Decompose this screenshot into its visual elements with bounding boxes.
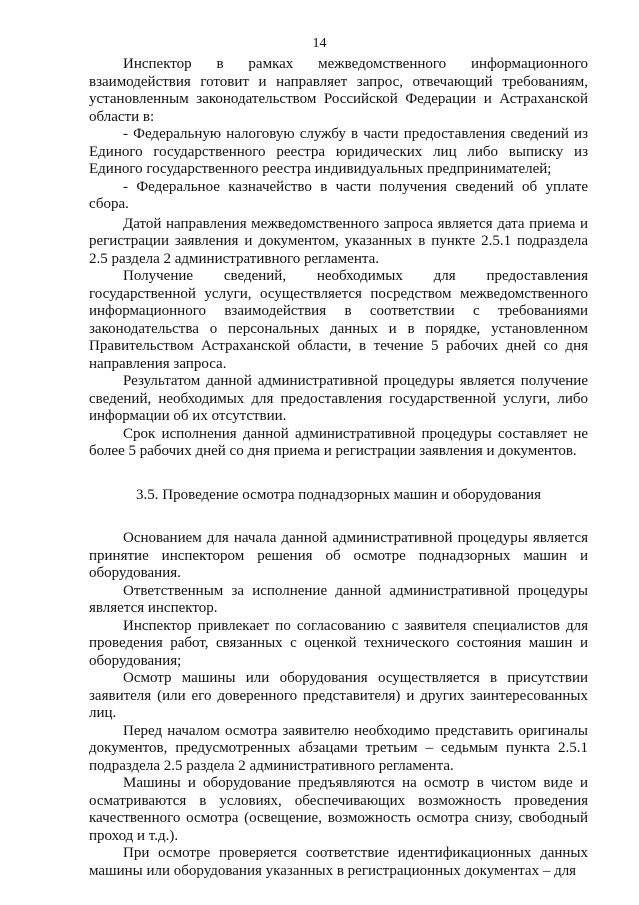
paragraph-procedure-result: Результатом данной административной процедуры является получение сведений, необходимых для предоставления государственной услуги, либо информации об их отсутствии. <box>89 373 588 424</box>
paragraph-identification-check: При осмотре проверяется соответствие идентификационных данных машины или оборудования указанных в регистрационных документах – для <box>89 845 588 879</box>
paragraph-clean-condition: Машины и оборудование предъявляются на осмотр в чистом виде и осматриваются в условиях, обеспечивающих возможность проведения качественного осмотра (освещение, возможность осмотра снизу, свободный проход и т.д.). <box>89 775 588 844</box>
paragraph-specialists: Инспектор привлекает по согласованию с заявителя специалистов для проведения работ, связанных с оценкой технического состояния машин и оборудования; <box>89 617 588 669</box>
paragraph-inspection-presence: Осмотр машины или оборудования осуществляется в присутствии заявителя (или его доверенного представителя) и других заинтересованных лиц. <box>89 670 588 721</box>
paragraph-responsible: Ответственным за исполнение данной административной процедуры является инспектор. <box>89 582 588 616</box>
list-item-treasury: - Федеральное казначейство в части получения сведений об уплате сбора. <box>89 178 588 212</box>
paragraph-procedure-term: Срок исполнения данной административной процедуры составляет не более 5 рабочих дней со дня приема и регистрации заявления и документов. <box>89 425 588 459</box>
paragraph-originals: Перед началом осмотра заявителю необходимо представить оригиналы документов, предусмотренных абзацами третьим – седьмым пункта 2.5.1 подраздела 2.5 раздела 2 административного регламента. <box>89 722 588 774</box>
page-number: 14 <box>312 36 327 51</box>
paragraph-request-date: Датой направления межведомственного запроса является дата приема и регистрации заявления и документом, указанных в пункте 2.5.1 подраздела 2.5 раздела 2 административного регламента. <box>89 215 588 267</box>
paragraph-basis: Основанием для начала данной административной процедуры является принятие инспектором решения об осмотре поднадзорных машин и оборудования. <box>89 530 588 581</box>
paragraph-obtaining-info: Получение сведений, необходимых для предоставления государственной услуги, осуществляется посредством межведомственного информационного взаимодействия в соответствии с требованиями законодательства о персональных данных и в порядке, установленном Правительством Астраханской области, в течение 5 рабочих дней со дня направления запроса. <box>89 268 588 372</box>
document-body <box>89 56 588 880</box>
paragraph-inspector-request: Инспектор в рамках межведомственного информационного взаимодействия готовит и направляет запрос, отвечающий требованиям, установленным законодательством Российской Федерации и Астраханской области в: <box>89 56 588 125</box>
section-heading: 3.5. Проведение осмотра поднадзорных машин и оборудования <box>136 486 541 503</box>
list-item-tax-service: - Федеральную налоговую службу в части предоставления сведений из Единого государственного реестра юридических лиц либо выписку из Единого государственного реестра индивидуальных предпринимателей; <box>89 126 588 177</box>
